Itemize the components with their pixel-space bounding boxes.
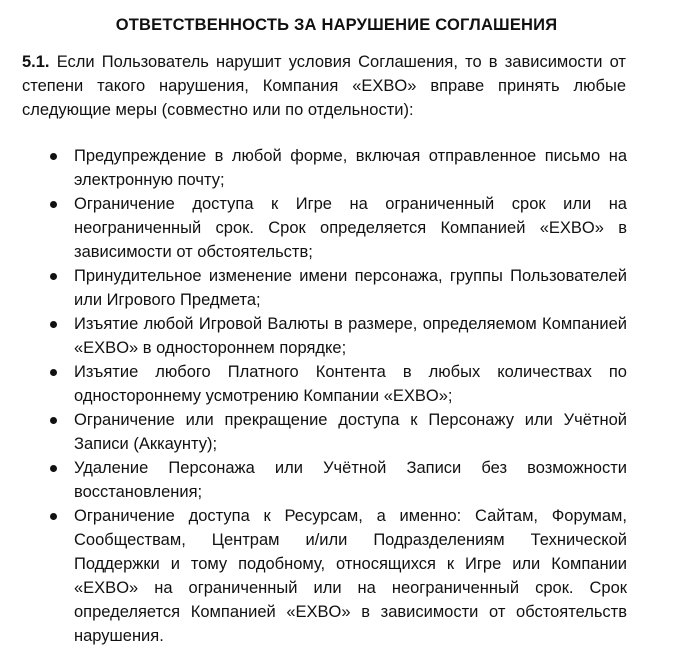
list-item bbox=[0, 264, 627, 312]
bullet-icon bbox=[50, 504, 60, 528]
list-item-text: Ограничение доступа к Игре на ограниченный срок или на неограниченный срок. Срок определяется Компанией «EXBO» в зависимости от обстоятельств; bbox=[74, 195, 627, 261]
bullet-icon bbox=[50, 264, 60, 288]
list-item bbox=[0, 144, 627, 192]
list-item-text: Изъятие любого Платного Контента в любых количествах по одностороннему усмотрению Компании «EXBO»; bbox=[74, 363, 627, 405]
section-heading: ОТВЕТСТВЕННОСТЬ ЗА НАРУШЕНИЕ СОГЛАШЕНИЯ bbox=[115, 16, 558, 34]
list-item bbox=[0, 408, 627, 456]
bullet-icon bbox=[50, 360, 60, 384]
bullet-icon bbox=[50, 144, 60, 168]
bullet-icon bbox=[50, 312, 60, 336]
clause-text: Если Пользователь нарушит условия Соглашения, то в зависимости от степени такого нарушения, Компания «EXBO» вправе принять любые следующие меры (совместно или по отдельности): bbox=[22, 53, 626, 119]
bullet-icon bbox=[50, 408, 60, 432]
list-item-text: Предупреждение в любой форме, включая отправленное письмо на электронную почту; bbox=[74, 147, 627, 189]
list-item-text: Изъятие любой Игровой Валюты в размере, определяемом Компанией «EXBO» в одностороннем порядке; bbox=[74, 315, 627, 357]
list-item bbox=[0, 192, 627, 264]
clause-paragraph bbox=[22, 50, 626, 122]
list-item-text: Удаление Персонажа или Учётной Записи без возможности восстановления; bbox=[74, 459, 627, 501]
list-item bbox=[0, 360, 627, 408]
list-item-text: Ограничение или прекращение доступа к Персонажу или Учётной Записи (Аккаунту); bbox=[74, 411, 627, 453]
list-item-text: Ограничение доступа к Ресурсам, а именно: Сайтам, Форумам, Сообществам, Центрам и/или Подразделениям Технической Поддержки и тому подобному, относящихся к Игре или Компании «EXBO» на ограниченный или на неограниченный срок. Срок определяется Компанией «EXBO» в зависимости от обстоятельств нарушения. bbox=[74, 507, 627, 645]
list-item bbox=[0, 456, 627, 504]
clause-number: 5.1. bbox=[22, 53, 50, 71]
list-item bbox=[0, 504, 627, 648]
list-item bbox=[0, 312, 627, 360]
measures-list bbox=[0, 144, 673, 648]
bullet-icon bbox=[50, 456, 60, 480]
bullet-icon bbox=[50, 192, 60, 216]
list-item-text: Принудительное изменение имени персонажа, группы Пользователей или Игрового Предмета; bbox=[74, 267, 627, 309]
